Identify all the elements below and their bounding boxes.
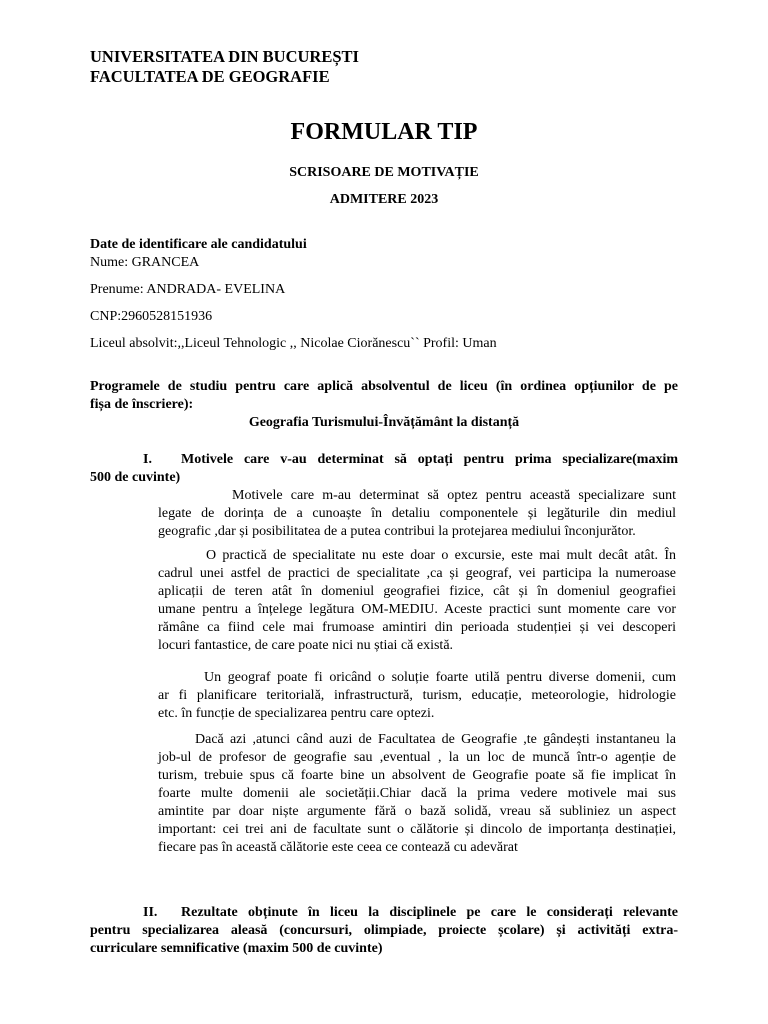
paragraph-line: umane pentru a înțelege legătura OM-MEDIU. Aceste practici sunt momente care vor (158, 602, 676, 617)
paragraph-line: important: cei trei ani de facultate sunt o călătorie și dincolo de importanța destinației, (158, 822, 676, 837)
paragraph-line: foarte multe domenii ale societății.Chiar dacă la prima vedere motivele mai sus (158, 786, 676, 801)
field-cnp: CNP:2960528151936 (90, 309, 213, 324)
paragraph-line: Motivele care m-au determinat să optez pentru această specializare sunt (232, 488, 676, 503)
section1-title-line2: 500 de cuvinte) (90, 470, 181, 485)
programs-heading-line2: fișa de înscriere): (90, 397, 194, 412)
programs-heading-line1: Programele de studiu pentru care aplică absolventul de liceu (în ordinea opțiunilor de pe (90, 379, 678, 394)
paragraph-line: cadrul unei astfel de practici de specialitate ,ca și geograf, vei participa la numeroase (158, 566, 676, 581)
paragraph-line: Dacă azi ,atunci când auzi de Facultatea de Geografie ,te gândești instantaneu la (195, 732, 676, 747)
paragraph-line: amintite par doar niște argumente fără o bază solidă, vreau să subliniez un aspect (158, 804, 676, 819)
paragraph-line: fiecare pas în această călătorie este ceea ce contează cu adevărat (158, 840, 518, 855)
form-title: FORMULAR TIP (290, 119, 478, 145)
paragraph-line: Un geograf poate fi oricând o soluție foarte utilă pentru diverse domenii, cum (204, 670, 676, 685)
field-liceu: Liceul absolvit:,,Liceul Tehnologic ,, Nicolae Ciorănescu`` Profil: Uman (90, 336, 497, 351)
paragraph-line: legate de dorința de a cunoaște în detaliu componentele și legăturile din mediul (158, 506, 676, 521)
program-choice: Geografia Turismului-Învățământ la distanță (248, 415, 520, 430)
section1-paragraph-1 (158, 487, 676, 541)
section2-title-line1: Rezultate obținute în liceu la disciplinele pe care le considerați relevante (181, 905, 678, 920)
paragraph-line: turism, trebuie spus că foarte bine un absolvent de Geografie poate să fie implicat în (158, 768, 676, 783)
field-nume: Nume: GRANCEA (90, 255, 200, 270)
paragraph-line: rămâne ca fiind cele mai frumoase amintiri din perioada studenției și vei descoperi (158, 620, 676, 635)
paragraph-line: aplicații de teren atât în domeniul geografiei fizice, cât și în domeniul geografiei (158, 584, 676, 599)
identification-heading: Date de identificare ale candidatului (90, 237, 307, 252)
form-subtitle-admission: ADMITERE 2023 (329, 192, 439, 207)
university-name: UNIVERSITATEA DIN BUCUREȘTI (90, 47, 359, 66)
section2-title-line3: curriculare semnificative (maxim 500 de cuvinte) (90, 941, 383, 956)
paragraph-line: O practică de specialitate nu este doar o excursie, este mai mult decât atât. În (206, 548, 676, 563)
paragraph-line: job-ul de profesor de geografie sau ,eventual , la un loc de muncă într-o agenție de (158, 750, 676, 765)
section1-paragraph-3 (158, 669, 676, 723)
form-subtitle-letter: SCRISOARE DE MOTIVAȚIE (289, 165, 479, 180)
section1-paragraph-4 (158, 731, 676, 857)
section2-title-line2: pentru specializarea aleasă (concursuri, olimpiade, proiecte școlare) și activități extra- (90, 923, 678, 938)
paragraph-line: etc. în funcție de specializarea pentru care optezi. (158, 706, 435, 721)
section1-title-line1: Motivele care v-au determinat să optați pentru prima specializare(maxim (181, 452, 678, 467)
paragraph-line: geografic ,dar și posibilitatea de a putea contribui la protejarea mediului înconjurător. (158, 524, 636, 539)
field-prenume: Prenume: ANDRADA- EVELINA (90, 282, 286, 297)
section1-paragraph-2 (158, 547, 676, 655)
university-header (90, 47, 359, 87)
paragraph-line: ar fi planificare teritorială, infrastructură, turism, educație, meteorologie, hidrologie (158, 688, 676, 703)
section1-numeral: I. (143, 452, 152, 467)
paragraph-line: locuri fantastice, de care poate nici nu știai că există. (158, 638, 454, 653)
section2-numeral: II. (143, 905, 158, 920)
faculty-name: FACULTATEA DE GEOGRAFIE (90, 67, 330, 86)
